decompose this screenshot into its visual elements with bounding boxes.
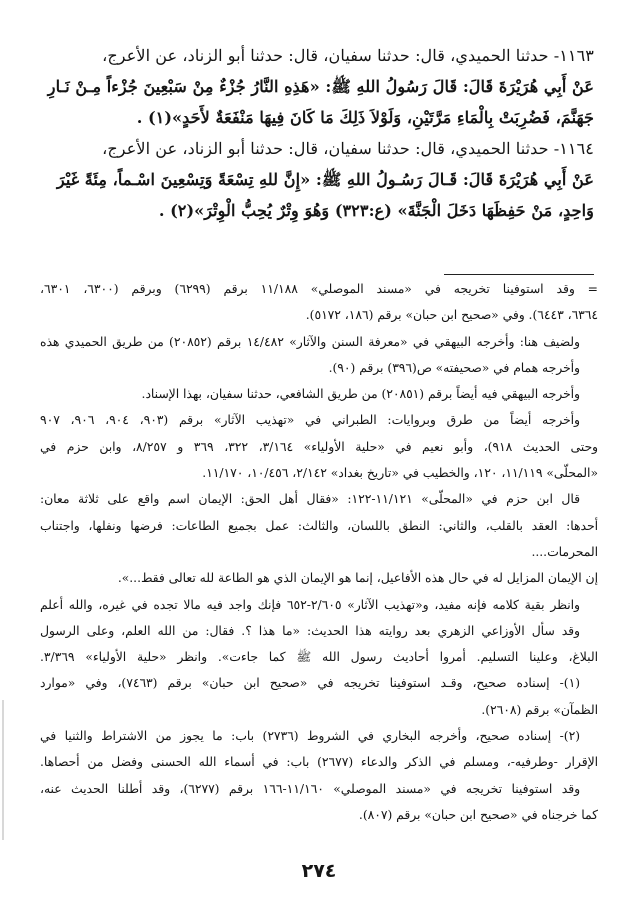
- footnote-line: ولضيف هنا: وأخرجه البيهقي في «معرفة السنن والآثار» ١٤/٤٨٢ برقم (٢٠٨٥٢) من طريق الحميدي هذه: [40, 334, 580, 349]
- footnote-line: وأخرجه همام في «صحيفته» ص(٣٩٦) برقم (٩٠).: [328, 360, 580, 375]
- hadith-line: وَاحِدٍ، مَنْ حَفِظَهَا دَخَلَ الْجَنَّةَ» (ع:٣٢٣) وَهُوَ وِتْرٌ يُحِبُّ الْوِتْرَ»(٢) .: [158, 201, 594, 220]
- footnote-line: = وقد استوفينا تخريجه في «مسند الموصلي» ١١/١٨٨ برقم (٦٢٩٩) وبرقم (٦٣٠٠، ٦٣٠١،: [40, 282, 598, 296]
- footnotes: [40, 268, 598, 828]
- footnote-line: المحرمات....: [531, 544, 598, 559]
- hadith-line: عَنْ أَبِي هُرَيْرَةَ قَالَ: قَـالَ رَسُـولُ اللهِ ﷺ: «إِنَّ للهِ تِسْعَةً وَتِسْعِينَ اسْـماً، مِئَةً غَيْرَ: [56, 170, 594, 189]
- hadith-line: ١١٦٤- حدثنا الحميدي، قال: حدثنا سفيان، قال: حدثنا أبو الزناد، عن الأعرج،: [102, 139, 594, 158]
- footnote-line: أحدها: العقد بالقلب، والثاني: النطق باللسان، والثالث: عمل بجميع الطاعات: فرضها ونفلها، واجتناب: [40, 518, 598, 533]
- footnote-line: وانظر بقية كلامه فإنه مفيد، و«تهذيب الآثار» ٢/٦٠٥-٦٥٢ فإنك واجد فيه مالا تجده في غيره، والله أعلم: [40, 597, 580, 612]
- footnote-line: البلاغ، وعلينا التسليم. أمروا أحاديث رسول الله ﷺ كما جاءت». وانظر «حلية الأولياء» ٣/٣٦٩.: [40, 650, 598, 665]
- footnote-line: إن الإيمان المزايل له في حال هذه الأفاعيل، إنما هو الإيمان الذي هو الطاعة لله تعالى فقط...».: [117, 571, 598, 586]
- footnote-line: قال ابن حزم في «المحلّى» ١١/١٢١-١٢٢: «فقال أهل الحق: الإيمان اسم واقع على ثلاثة معان:: [40, 492, 580, 507]
- footnote-line: (٢)- إسناده صحيح، وأخرجه البخاري في الشروط (٢٧٣٦) باب: ما يجوز من الاشتراط والثنيا في: [40, 729, 581, 744]
- hadith-main-text: [44, 40, 594, 226]
- hadith-line: ١١٦٣- حدثنا الحميدي، قال: حدثنا سفيان، قال: حدثنا أبو الزناد، عن الأعرج،: [102, 46, 594, 65]
- footnote-line: وقد استوفينا تخريجه في «مسند الموصلي» ١١/١٦٠-١٦٦ برقم (٦٢٧٧)، وقد أطلنا الحديث عنه،: [40, 781, 581, 796]
- footnote-line: كما خرجناه في «صحيح ابن حبان» برقم (٨٠٧).: [358, 807, 598, 822]
- hadith-line: عَنْ أَبِي هُرَيْرَةَ قَالَ: قَالَ رَسُولُ اللهِ ﷺ: «هَذِهِ النَّارُ جُزْءٌ مِنْ سَبْعِينَ جُزْءاً مِـنْ نَـارِ: [47, 77, 594, 96]
- footnote-line: ٦٣٦٤، ٦٤٤٣). وفي «صحيح ابن حبان» برقم (١٨٦، ٥١٧٢).: [305, 308, 598, 323]
- footnote-line: وحتى الحديث ٩١٨)، وأبو نعيم في «حلية الأولياء» ٣/١٦٤، ٣٢٢، ٣٦٩ و ٨/٢٥٧، وابن حزم في: [40, 439, 598, 454]
- scan-edge-shadow: [2, 700, 4, 840]
- page-number: ٢٧٤: [301, 860, 337, 882]
- footnote-line: الإقرار -وطرفيه-، ومسلم في الذكر والدعاء (٢٦٧٧) باب: في أسماء الله الحسنى وفضل من أحصاها.: [40, 755, 598, 770]
- footnote-line: وأخرجه البيهقي فيه أيضاً برقم (٢٠٨٥١) من طريق الشافعي، حدثنا سفيان، بهذا الإسناد.: [141, 387, 580, 402]
- footnote-line: وقد سأل الأوزاعي الزهري بعد روايته هذا الحديث: «ما هذا ؟. فقال: من الله العلم، وعلى الرسول: [40, 623, 580, 638]
- footnote-line: «المحلّى» ١١/١١٩، ١٢٠، والخطيب في «تاريخ بغداد» ٢/١٤٢، ١٠/٤٥٦، ١١/١٧٠.: [202, 466, 598, 481]
- footnote-line: وأخرجه أيضاً من طرق وبروايات: الطبراني في «تهذيب الآثار» برقم (٩٠٣، ٩٠٤، ٩٠٦، ٩٠٧: [40, 413, 580, 428]
- footnote-line: (١)- إسناده صحيح، وقـد استوفينا تخريجه في «صحيح ابن حبان» برقم (٧٤٦٣)، وفي «موارد: [40, 676, 581, 691]
- footnote-line: الظمآن» برقم (٢٦٠٨).: [481, 702, 598, 717]
- hadith-line: جَهَنَّمَ، فَضُرِبَتْ بِالْمَاءِ مَرَّتَيْنِ، وَلَوْلاَ ذَلِكَ مَا كَانَ فِيهَا مَنْفَعَةٌ لأَحَدٍ»(١) .: [136, 108, 594, 127]
